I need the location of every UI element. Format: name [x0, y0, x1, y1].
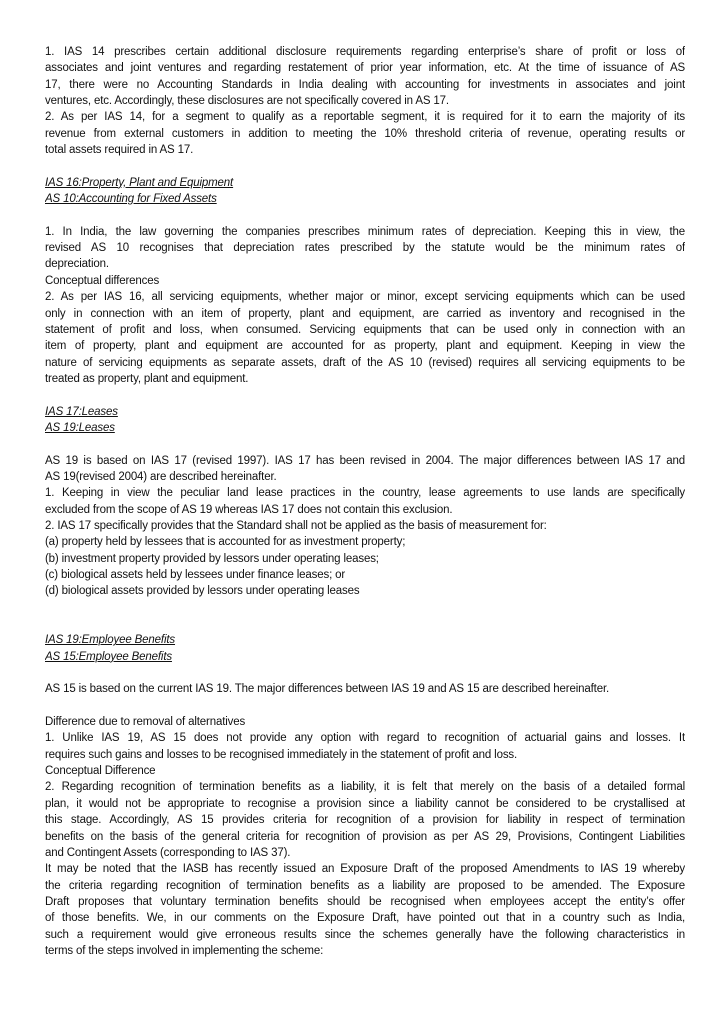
paragraph	[45, 534, 685, 550]
paragraph	[45, 730, 685, 763]
paragraph	[45, 714, 685, 730]
text-line: 2. As per IAS 16, all servicing equipments, whether major or minor, except servicing equipments which can be used	[45, 291, 685, 304]
spacer	[45, 436, 685, 452]
spacer	[45, 665, 685, 681]
text-line: AS 19(revised 2004) are described hereinafter.	[45, 470, 277, 483]
text-line: revenue from external customers in addition to meeting the 10% threshold criteria of revenue, operating results or	[45, 127, 685, 140]
section-heading	[45, 404, 685, 437]
text-line	[45, 665, 685, 681]
text-line: 1. Keeping in view the peculiar land lease practices in the country, lease agreements to use lands are specifically	[45, 487, 685, 500]
paragraph	[45, 44, 685, 109]
spacer	[45, 207, 685, 223]
spacer	[45, 600, 685, 633]
paragraph	[45, 567, 685, 583]
text-line: nature of servicing equipments as separate assets, draft of the AS 10 (revised) requires all servicing equipments to be	[45, 356, 685, 369]
text-line: Conceptual differences	[45, 274, 160, 287]
text-line: Conceptual Difference	[45, 765, 156, 778]
heading-line	[45, 632, 685, 648]
text-line	[45, 387, 685, 403]
text-line: revised AS 10 recognises that depreciation rates prescribed by the statute would be the minimum rates of	[45, 242, 685, 255]
text-line: and Contingent Assets (corresponding to IAS 37).	[45, 846, 291, 859]
text-line: benefits on the basis of the general criteria for recognition of provision as per AS 29, Provisions, Contingent Liabilities	[45, 830, 685, 843]
section-heading	[45, 175, 685, 208]
text-line: depreciation.	[45, 258, 109, 271]
paragraph	[45, 224, 685, 273]
paragraph	[45, 109, 685, 158]
text-line: 1. Unlike IAS 19, AS 15 does not provide any option with regard to recognition of actuarial gains and losses. It	[45, 732, 685, 745]
text-line	[45, 158, 685, 174]
heading-line	[45, 649, 685, 665]
text-line	[45, 436, 685, 452]
text-line: terms of the steps involved in implementing the scheme:	[45, 944, 324, 957]
heading-text: AS 10:Accounting for Fixed Assets	[45, 193, 217, 206]
text-line: statement of profit and loss, when consumed. Servicing equipments that can be used only in connection with an	[45, 323, 685, 336]
paragraph	[45, 861, 685, 959]
text-line: 17, there were no Accounting Standards in India dealing with accounting for investments in associates and joint	[45, 78, 685, 91]
text-line: 1. IAS 14 prescribes certain additional disclosure requirements regarding enterprise’s share of profit or loss of	[45, 46, 685, 58]
text-line	[45, 616, 685, 632]
text-line: Draft proposes that voluntary termination benefits should be recognised when employees accept the entity’s offer	[45, 895, 685, 908]
text-line: of those benefits. We, in our comments on the Exposure Draft, have pointed out that in a country such as India,	[45, 912, 685, 925]
text-line: associates and joint ventures and regarding restatement of prior year information, etc. At the time of issuance of AS	[45, 62, 685, 75]
paragraph	[45, 681, 685, 697]
text-line: total assets required in AS 17.	[45, 144, 194, 157]
spacer	[45, 698, 685, 714]
text-line: ventures, etc. Accordingly, these disclosures are not specifically covered in AS 17.	[45, 95, 449, 108]
spacer	[45, 387, 685, 403]
text-line: item of property, plant and equipment are accounted for as property, plant and equipment. Keeping in view the	[45, 340, 685, 353]
text-line: 2. As per IAS 14, for a segment to qualify as a reportable segment, it is required for it to earn the majority of its	[45, 111, 685, 124]
heading-text: AS 15:Employee Benefits	[45, 650, 172, 663]
text-line: (c) biological assets held by lessees under finance leases; or	[45, 569, 346, 581]
paragraph	[45, 273, 685, 289]
spacer	[45, 158, 685, 174]
text-line	[45, 698, 685, 714]
text-line: excluded from the scope of AS 19 whereas IAS 17 does not contain this exclusion.	[45, 503, 453, 516]
paragraph	[45, 583, 685, 599]
paragraph	[45, 289, 685, 387]
paragraph	[45, 518, 685, 534]
paragraph	[45, 779, 685, 861]
paragraph	[45, 453, 685, 486]
text-line: AS 19 is based on IAS 17 (revised 1997). IAS 17 has been revised in 2004. The major differences between IAS 17 and	[45, 454, 685, 467]
text-line: requires such gains and losses to be recognised immediately in the statement of profit and loss.	[45, 748, 518, 761]
heading-line	[45, 420, 685, 436]
paragraph	[45, 551, 685, 567]
paragraph	[45, 485, 685, 518]
heading-text: IAS 16:Property, Plant and Equipment	[45, 176, 234, 189]
text-line: the criteria regarding recognition of termination benefits as a liability are proposed to be amended. The Exposure	[45, 879, 685, 892]
heading-text: AS 19:Leases	[45, 421, 115, 434]
text-line: Difference due to removal of alternatives	[45, 716, 246, 729]
text-line: plan, it would not be appropriate to recognise a provision since a liability cannot be considered to be crystallised at	[45, 797, 685, 810]
section-heading	[45, 632, 685, 665]
heading-text: IAS 19:Employee Benefits	[45, 634, 176, 647]
text-line	[45, 207, 685, 223]
document-page	[45, 44, 685, 959]
heading-text: IAS 17:Leases	[45, 405, 118, 418]
text-line: treated as property, plant and equipment.	[45, 372, 249, 385]
text-line: (a) property held by lessees that is accounted for as investment property;	[45, 536, 406, 549]
text-line: 2. Regarding recognition of termination benefits as a liability, it is felt that merely on the basis of a detailed formal	[45, 781, 685, 794]
paragraph	[45, 763, 685, 779]
text-line: this stage. Accordingly, AS 15 provides criteria for recognition of a provision for liability in respect of termination	[45, 814, 685, 827]
text-line: 1. In India, the law governing the companies prescribes minimum rates of depreciation. Keeping this in view, the	[45, 225, 685, 238]
text-line: only in connection with an item of property, plant and equipment, are carried as inventory and recognised in the	[45, 307, 685, 320]
text-line	[45, 600, 685, 616]
text-line: (b) investment property provided by lessors under operating leases;	[45, 552, 379, 565]
heading-line	[45, 404, 685, 420]
text-line: It may be noted that the IASB has recently issued an Exposure Draft of the proposed Amendments to IAS 19 whereby	[45, 863, 685, 876]
heading-line	[45, 191, 685, 207]
heading-line	[45, 175, 685, 191]
text-line: 2. IAS 17 specifically provides that the Standard shall not be applied as the basis of measurement for:	[45, 519, 547, 532]
text-line: such a requirement would give erroneous results since the schemes generally have the following characteristics in	[45, 928, 685, 941]
text-line: AS 15 is based on the current IAS 19. The major differences between IAS 19 and AS 15 are described hereinafter.	[45, 683, 610, 696]
text-line: (d) biological assets provided by lessors under operating leases	[45, 585, 360, 598]
